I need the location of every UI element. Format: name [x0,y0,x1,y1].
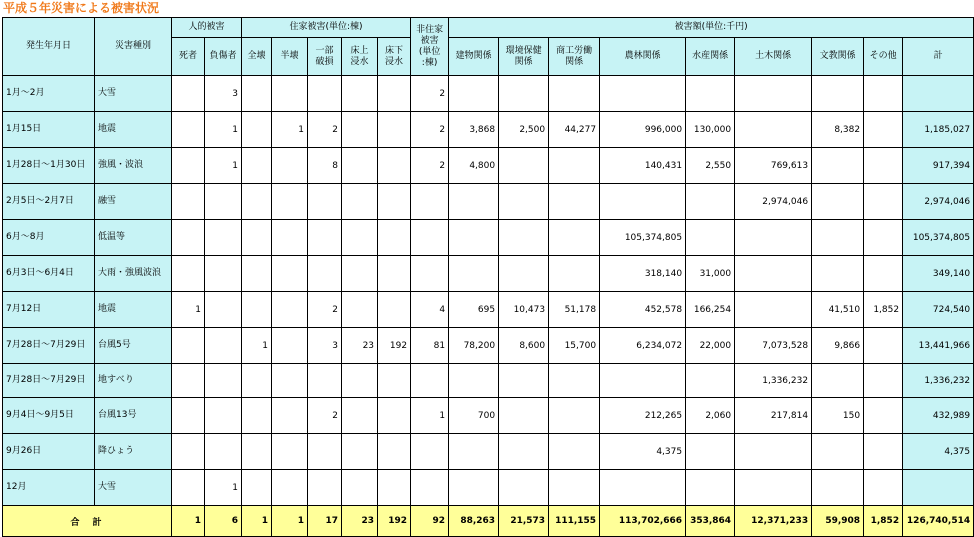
dead-cell [172,76,205,112]
commerce-cell [549,398,600,434]
nonresidential-cell [411,434,449,470]
total-civil-eng-cell: 12,371,233 [735,506,812,537]
total-cell: 349,140 [903,256,974,292]
date-cell: 7月28日～7月29日 [3,364,95,398]
other-cell: 1,852 [864,292,903,328]
education-cell [812,184,864,220]
nonresidential-cell [411,220,449,256]
date-cell: 7月12日 [3,292,95,328]
education-cell [812,256,864,292]
partial-damage-cell [308,220,342,256]
disaster-damage-table [2,17,974,537]
header-above-line2: 浸水 [350,56,369,67]
fisheries-cell [686,470,735,506]
header-house-damage: 住家被害(単位:棟) [242,18,411,38]
table-row [3,470,974,506]
table-row [3,76,974,112]
dead-cell [172,256,205,292]
agriculture-cell: 4,375 [600,434,686,470]
environment-cell [499,256,549,292]
totals-label: 合 計 [3,506,172,537]
header-type: 災害種別 [95,18,172,76]
total-collapse-cell [242,112,272,148]
education-cell: 41,510 [812,292,864,328]
header-above-line1: 床上 [350,45,369,56]
total-buildings-cell: 88,263 [449,506,499,537]
civil-eng-cell [735,256,812,292]
total-collapse-cell [242,292,272,328]
nonresidential-cell [411,184,449,220]
fisheries-cell [686,220,735,256]
total-other-cell: 1,852 [864,506,903,537]
date-cell: 6月～8月 [3,220,95,256]
partial-damage-cell [308,76,342,112]
table-row [3,364,974,398]
dead-cell [172,470,205,506]
education-cell: 8,382 [812,112,864,148]
total-cell: 4,375 [903,434,974,470]
total-partial-damage-cell: 17 [308,506,342,537]
above-floor-cell [342,112,378,148]
total-collapse-cell [242,256,272,292]
civil-eng-cell [735,76,812,112]
half-collapse-cell [272,76,308,112]
date-cell: 12月 [3,470,95,506]
fisheries-cell: 31,000 [686,256,735,292]
commerce-cell: 15,700 [549,328,600,364]
education-cell [812,76,864,112]
half-collapse-cell [272,470,308,506]
other-cell [864,470,903,506]
dead-cell [172,148,205,184]
dead-cell [172,220,205,256]
disaster-type-cell: 大雪 [95,470,172,506]
header-nonres-line1: 非住家 [416,24,444,35]
buildings-cell: 4,800 [449,148,499,184]
agriculture-cell [600,184,686,220]
partial-damage-cell: 8 [308,148,342,184]
header-total: 計 [903,38,974,76]
total-above-floor-cell: 23 [342,506,378,537]
other-cell [864,184,903,220]
partial-damage-cell [308,256,342,292]
dead-cell [172,434,205,470]
injured-cell [205,256,242,292]
other-cell [864,434,903,470]
civil-eng-cell [735,434,812,470]
total-collapse-cell: 1 [242,328,272,364]
agriculture-cell [600,76,686,112]
environment-cell [499,184,549,220]
total-cell: 724,540 [903,292,974,328]
injured-cell: 3 [205,76,242,112]
header-date: 発生年月日 [3,18,95,76]
date-cell: 9月26日 [3,434,95,470]
total-cell: 917,394 [903,148,974,184]
table-row [3,184,974,220]
header-below-line2: 浸水 [385,56,404,67]
buildings-cell [449,256,499,292]
total-total-cell: 126,740,514 [903,506,974,537]
other-cell [864,256,903,292]
environment-cell [499,76,549,112]
commerce-cell [549,470,600,506]
header-agriculture: 農林関係 [600,38,686,76]
below-floor-cell [378,470,411,506]
total-nonresidential-cell: 92 [411,506,449,537]
civil-eng-cell [735,112,812,148]
half-collapse-cell [272,398,308,434]
buildings-cell [449,184,499,220]
header-education: 文教関係 [812,38,864,76]
total-cell [903,76,974,112]
nonresidential-cell [411,470,449,506]
below-floor-cell [378,398,411,434]
total-collapse-cell [242,434,272,470]
header-fisheries: 水産関係 [686,38,735,76]
partial-damage-cell: 2 [308,292,342,328]
fisheries-cell [686,184,735,220]
commerce-cell [549,220,600,256]
education-cell: 9,866 [812,328,864,364]
education-cell [812,148,864,184]
date-cell: 1月15日 [3,112,95,148]
header-com-line2: 関係 [565,56,584,67]
header-partial-line1: 一部 [315,45,334,56]
table-row [3,148,974,184]
dead-cell [172,398,205,434]
below-floor-cell [378,256,411,292]
civil-eng-cell: 2,974,046 [735,184,812,220]
table-row [3,434,974,470]
header-nonres-line3: (単位 [418,46,441,57]
table-row [3,112,974,148]
nonresidential-cell: 2 [411,76,449,112]
agriculture-cell: 212,265 [600,398,686,434]
header-below-line1: 床下 [385,45,404,56]
header-com-line1: 商工労働 [556,45,593,56]
nonresidential-cell: 1 [411,398,449,434]
commerce-cell [549,256,600,292]
partial-damage-cell: 2 [308,398,342,434]
injured-cell [205,328,242,364]
above-floor-cell [342,184,378,220]
half-collapse-cell: 1 [272,112,308,148]
date-cell: 2月5日～2月7日 [3,184,95,220]
dead-cell [172,184,205,220]
environment-cell [499,398,549,434]
injured-cell [205,434,242,470]
disaster-type-cell: 大雨・強風波浪 [95,256,172,292]
page-title: 平成５年災害による被害状況 [3,1,160,15]
above-floor-cell [342,470,378,506]
total-agriculture-cell: 113,702,666 [600,506,686,537]
injured-cell: 1 [205,112,242,148]
other-cell [864,76,903,112]
total-collapse-cell [242,76,272,112]
fisheries-cell [686,76,735,112]
above-floor-cell [342,434,378,470]
header-human-damage: 人的被害 [172,18,242,38]
header-total-collapse: 全壊 [242,38,272,76]
injured-cell: 1 [205,470,242,506]
date-cell: 9月4日～9月5日 [3,398,95,434]
below-floor-cell [378,220,411,256]
environment-cell: 8,600 [499,328,549,364]
half-collapse-cell [272,184,308,220]
header-below-floor-flood [378,38,411,76]
buildings-cell: 78,200 [449,328,499,364]
header-nonres-line2: 被害 [420,35,439,46]
disaster-type-cell: 降ひょう [95,434,172,470]
disaster-type-cell: 大雪 [95,76,172,112]
below-floor-cell [378,76,411,112]
header-civil-eng: 土木関係 [735,38,812,76]
partial-damage-cell: 2 [308,112,342,148]
total-injured-cell: 6 [205,506,242,537]
header-partial-damage [308,38,342,76]
disaster-type-cell: 台風13号 [95,398,172,434]
header-commerce [549,38,600,76]
environment-cell [499,434,549,470]
other-cell [864,148,903,184]
buildings-cell: 3,868 [449,112,499,148]
civil-eng-cell: 7,073,528 [735,328,812,364]
injured-cell [205,184,242,220]
environment-cell: 10,473 [499,292,549,328]
environment-cell [499,470,549,506]
dead-cell [172,328,205,364]
commerce-cell [549,364,600,398]
total-collapse-cell [242,398,272,434]
table-row [3,292,974,328]
commerce-cell [549,434,600,470]
total-half-collapse-cell: 1 [272,506,308,537]
fisheries-cell: 130,000 [686,112,735,148]
totals-row [3,506,974,537]
header-env-line2: 関係 [514,56,533,67]
total-cell [903,470,974,506]
table-row [3,220,974,256]
agriculture-cell: 6,234,072 [600,328,686,364]
nonresidential-cell: 2 [411,112,449,148]
header-partial-line2: 破損 [315,56,334,67]
below-floor-cell [378,112,411,148]
commerce-cell [549,184,600,220]
total-dead-cell: 1 [172,506,205,537]
total-cell: 432,989 [903,398,974,434]
buildings-cell [449,364,499,398]
agriculture-cell [600,470,686,506]
total-collapse-cell [242,470,272,506]
fisheries-cell: 2,550 [686,148,735,184]
header-damage-amount: 被害額(単位:千円) [449,18,974,38]
nonresidential-cell [411,256,449,292]
above-floor-cell [342,292,378,328]
partial-damage-cell [308,470,342,506]
injured-cell [205,292,242,328]
total-collapse-cell [242,184,272,220]
education-cell [812,364,864,398]
disaster-type-cell: 融雪 [95,184,172,220]
total-cell: 13,441,966 [903,328,974,364]
education-cell [812,220,864,256]
partial-damage-cell [308,184,342,220]
agriculture-cell [600,364,686,398]
agriculture-cell: 318,140 [600,256,686,292]
dead-cell: 1 [172,292,205,328]
date-cell: 6月3日～6月4日 [3,256,95,292]
education-cell: 150 [812,398,864,434]
environment-cell: 2,500 [499,112,549,148]
injured-cell: 1 [205,148,242,184]
civil-eng-cell [735,220,812,256]
partial-damage-cell [308,434,342,470]
civil-eng-cell [735,470,812,506]
buildings-cell [449,434,499,470]
commerce-cell [549,148,600,184]
civil-eng-cell: 217,814 [735,398,812,434]
fisheries-cell [686,364,735,398]
dead-cell [172,112,205,148]
half-collapse-cell [272,148,308,184]
injured-cell [205,220,242,256]
injured-cell [205,364,242,398]
below-floor-cell [378,434,411,470]
below-floor-cell [378,148,411,184]
education-cell [812,470,864,506]
buildings-cell: 700 [449,398,499,434]
nonresidential-cell: 81 [411,328,449,364]
other-cell [864,328,903,364]
total-below-floor-cell: 192 [378,506,411,537]
disaster-type-cell: 地震 [95,292,172,328]
buildings-cell [449,76,499,112]
total-cell: 2,974,046 [903,184,974,220]
total-collapse-cell [242,364,272,398]
disaster-type-cell: 強風・波浪 [95,148,172,184]
date-cell: 7月28日～7月29日 [3,328,95,364]
civil-eng-cell: 769,613 [735,148,812,184]
header-half-collapse: 半壊 [272,38,308,76]
header-environment [499,38,549,76]
total-commerce-cell: 111,155 [549,506,600,537]
header-dead: 死者 [172,38,205,76]
below-floor-cell: 192 [378,328,411,364]
above-floor-cell [342,398,378,434]
below-floor-cell [378,292,411,328]
above-floor-cell [342,364,378,398]
header-above-floor-flood [342,38,378,76]
nonresidential-cell: 4 [411,292,449,328]
environment-cell [499,148,549,184]
total-environment-cell: 21,573 [499,506,549,537]
commerce-cell: 51,178 [549,292,600,328]
total-education-cell: 59,908 [812,506,864,537]
above-floor-cell [342,256,378,292]
agriculture-cell: 452,578 [600,292,686,328]
nonresidential-cell: 2 [411,148,449,184]
commerce-cell [549,76,600,112]
below-floor-cell [378,184,411,220]
half-collapse-cell [272,292,308,328]
other-cell [864,112,903,148]
environment-cell [499,364,549,398]
partial-damage-cell [308,364,342,398]
buildings-cell: 695 [449,292,499,328]
header-injured: 負傷者 [205,38,242,76]
total-collapse-cell [242,220,272,256]
header-nonres-line4: :棟) [421,57,438,68]
below-floor-cell [378,364,411,398]
disaster-type-cell: 低温等 [95,220,172,256]
total-cell: 105,374,805 [903,220,974,256]
header-nonresidential [411,18,449,76]
civil-eng-cell [735,292,812,328]
disaster-type-cell: 地すべり [95,364,172,398]
fisheries-cell: 22,000 [686,328,735,364]
half-collapse-cell [272,364,308,398]
date-cell: 1月～2月 [3,76,95,112]
agriculture-cell: 140,431 [600,148,686,184]
partial-damage-cell: 3 [308,328,342,364]
agriculture-cell: 996,000 [600,112,686,148]
other-cell [864,220,903,256]
environment-cell [499,220,549,256]
fisheries-cell: 2,060 [686,398,735,434]
fisheries-cell [686,434,735,470]
above-floor-cell: 23 [342,328,378,364]
nonresidential-cell [411,364,449,398]
dead-cell [172,364,205,398]
total-collapse-cell [242,148,272,184]
half-collapse-cell [272,256,308,292]
injured-cell [205,398,242,434]
date-cell: 1月28日～1月30日 [3,148,95,184]
agriculture-cell: 105,374,805 [600,220,686,256]
buildings-cell [449,470,499,506]
education-cell [812,434,864,470]
commerce-cell: 44,277 [549,112,600,148]
total-fisheries-cell: 353,864 [686,506,735,537]
above-floor-cell [342,220,378,256]
fisheries-cell: 166,254 [686,292,735,328]
half-collapse-cell [272,220,308,256]
total-cell: 1,185,027 [903,112,974,148]
table-row [3,398,974,434]
disaster-type-cell: 地震 [95,112,172,148]
total-total-collapse-cell: 1 [242,506,272,537]
other-cell [864,364,903,398]
other-cell [864,398,903,434]
above-floor-cell [342,76,378,112]
civil-eng-cell: 1,336,232 [735,364,812,398]
header-env-line1: 環境保健 [505,45,542,56]
buildings-cell [449,220,499,256]
above-floor-cell [342,148,378,184]
header-other: その他 [864,38,903,76]
table-row [3,256,974,292]
total-cell: 1,336,232 [903,364,974,398]
half-collapse-cell [272,434,308,470]
disaster-type-cell: 台風5号 [95,328,172,364]
table-row [3,328,974,364]
half-collapse-cell [272,328,308,364]
header-buildings: 建物関係 [449,38,499,76]
